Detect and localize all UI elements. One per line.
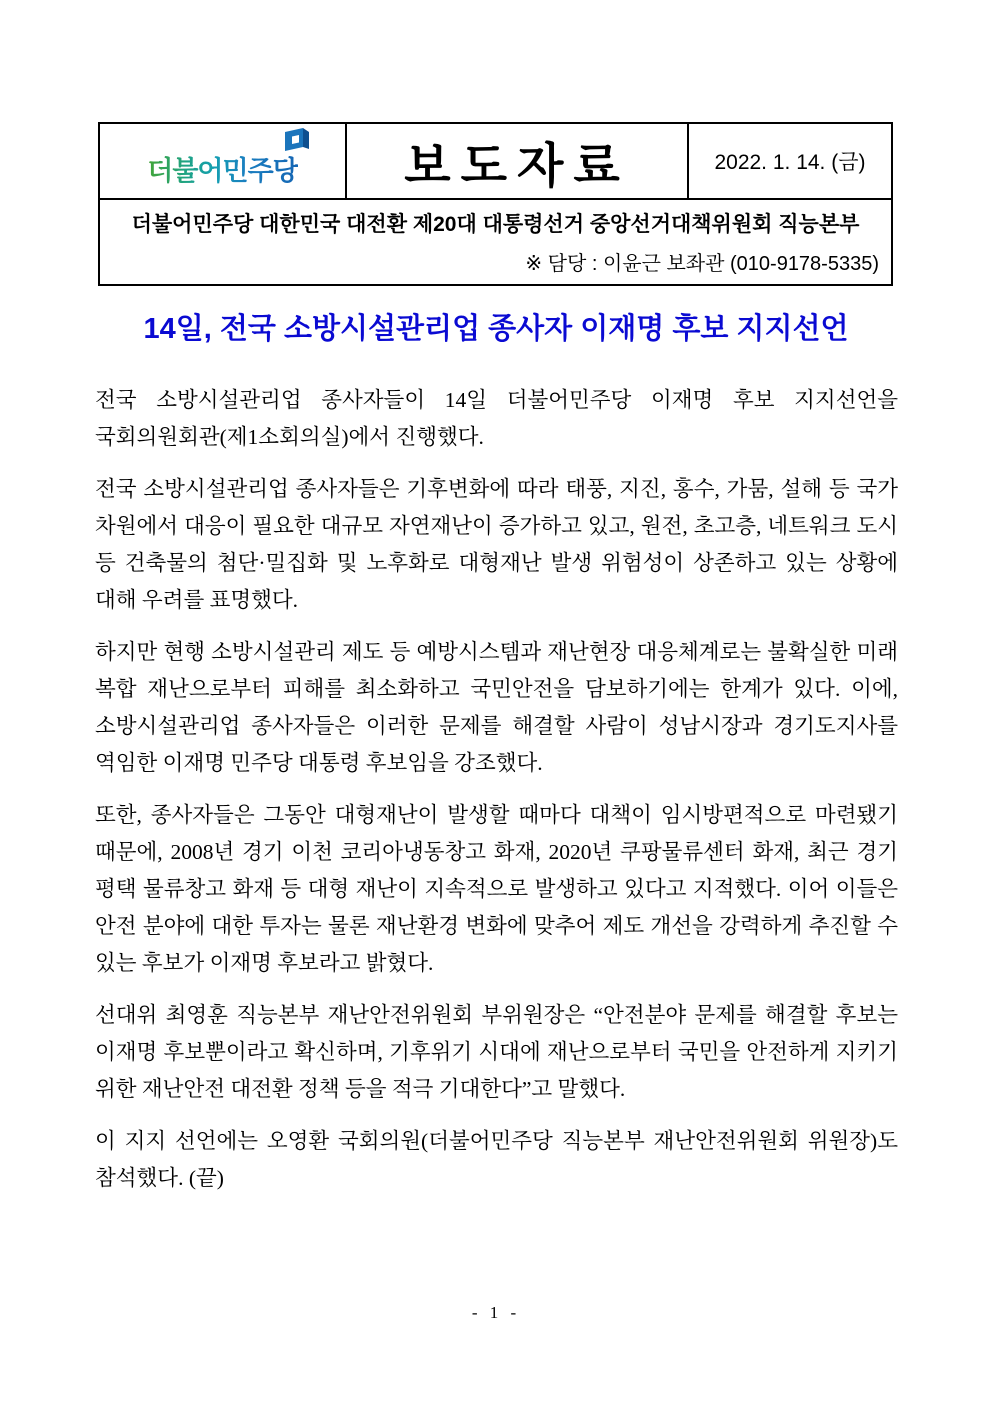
party-logo-text: 더불어민주당 xyxy=(147,155,298,186)
doc-type-title: 보도자료 xyxy=(404,139,630,193)
date-cell xyxy=(688,123,892,199)
party-logo xyxy=(147,149,298,188)
org-line: 더불어민주당 대한민국 대전환 제20대 대통령선거 중앙선거대책위원회 직능본부 xyxy=(131,213,860,236)
contact-line: ※ 담당 : 이윤근 보좌관 (010-9178-5335) xyxy=(525,253,879,275)
paragraph: 전국 소방시설관리업 종사자들은 기후변화에 따라 태풍, 지진, 홍수, 가뭄, 설해 등 국가 차원에서 대응이 필요한 대규모 자연재난이 증가하고 있고, 원전, 초고층, 네트워크 도시 등 건축물의 첨단·밀집화 및 노후화로 대형재난 발생 위험성이 상존하고 있는 상황에 대해 우려를 표명했다. xyxy=(95,477,898,612)
header-sub-cell xyxy=(99,199,892,285)
party-flag-icon xyxy=(282,125,312,160)
paragraph: 선대위 최영훈 직능본부 재난안전위원회 부위원장은 “안전분야 문제를 해결할 후보는 이재명 후보뿐이라고 확신하며, 기후위기 시대에 재난으로부터 국민을 안전하게 지키기 위한 재난안전 대전환 정책 등을 적극 기대한다”고 말했다. xyxy=(95,1003,898,1101)
paragraph: 전국 소방시설관리업 종사자들이 14일 더불어민주당 이재명 후보 지지선언을 국회의원회관(제1소회의실)에서 진행했다. xyxy=(95,388,898,449)
headline: 14일, 전국 소방시설관리업 종사자 이재명 후보 지지선언 xyxy=(143,313,849,345)
party-logo-cell xyxy=(99,123,346,199)
press-release-header xyxy=(98,122,893,286)
paragraph: 이 지지 선언에는 오영환 국회의원(더불어민주당 직능본부 재난안전위원회 위원장)도 참석했다. (끝) xyxy=(95,1129,898,1190)
paragraph: 또한, 종사자들은 그동안 대형재난이 발생할 때마다 대책이 임시방편적으로 마련됐기 때문에, 2008년 경기 이천 코리아냉동창고 화재, 2020년 쿠팡물류센터 화재, 최근 경기 평택 물류창고 화재 등 대형 재난이 지속적으로 발생하고 있다고 지적했다. 이어 이들은 안전 분야에 대한 투자는 물론 재난환경 변화에 맞추어 제도 개선을 강력하게 추진할 수 있는 후보가 이재명 후보라고 밝혔다. xyxy=(95,803,898,975)
doc-type-cell xyxy=(346,123,688,199)
paragraph: 하지만 현행 소방시설관리 제도 등 예방시스템과 재난현장 대응체계로는 불확실한 미래 복합 재난으로부터 피해를 최소화하고 국민안전을 담보하기에는 한계가 있다. 이에, 소방시설관리업 종사자들은 이러한 문제를 해결할 사람이 성남시장과 경기도지사를 역임한 이재명 민주당 대통령 후보임을 강조했다. xyxy=(95,640,898,775)
body-text xyxy=(95,382,898,1212)
page-number: - 1 - xyxy=(471,1303,521,1322)
release-date: 2022. 1. 14. (금) xyxy=(714,151,866,174)
